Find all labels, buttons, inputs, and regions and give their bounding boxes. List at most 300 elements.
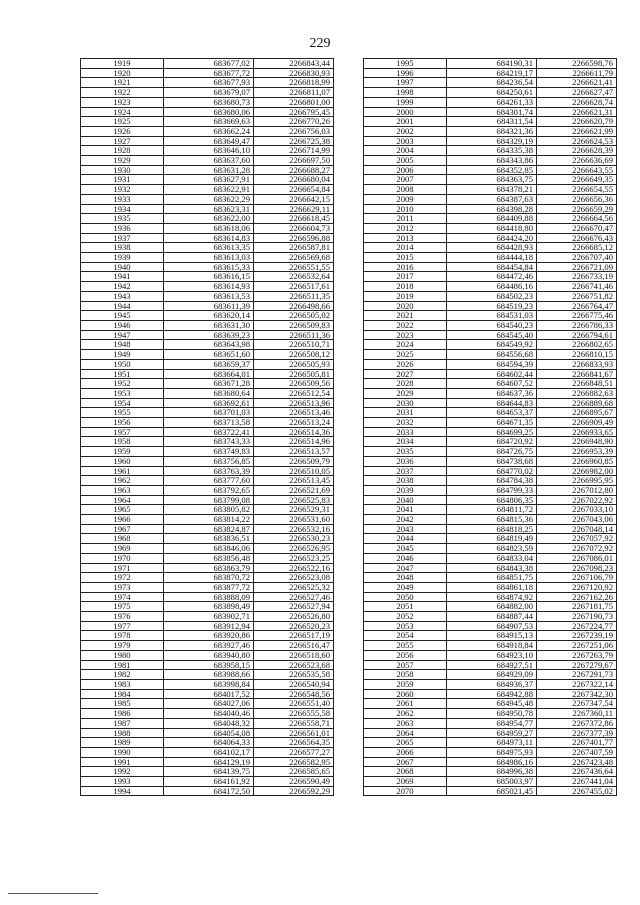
y-coordinate-cell: 2266508,12 <box>254 350 334 360</box>
point-number-cell: 1942 <box>81 282 164 292</box>
table-row <box>364 515 617 525</box>
y-coordinate-cell: 2266628,74 <box>537 97 617 107</box>
y-coordinate-cell: 2266764,47 <box>537 301 617 311</box>
point-number-cell: 2053 <box>364 621 447 631</box>
point-number-cell: 1988 <box>81 728 164 738</box>
y-coordinate-cell: 2267098,23 <box>537 563 617 573</box>
table-row <box>81 194 334 204</box>
point-number-cell: 2023 <box>364 330 447 340</box>
x-coordinate-cell: 683664,01 <box>164 369 254 379</box>
table-row <box>364 747 617 757</box>
table-row <box>81 126 334 136</box>
table-row <box>364 485 617 495</box>
y-coordinate-cell: 2267372,86 <box>537 718 617 728</box>
table-row <box>364 156 617 166</box>
point-number-cell: 1953 <box>81 388 164 398</box>
y-coordinate-cell: 2266525,32 <box>254 582 334 592</box>
point-number-cell: 1956 <box>81 418 164 428</box>
point-number-cell: 2035 <box>364 447 447 457</box>
table-row <box>81 747 334 757</box>
table-row <box>81 330 334 340</box>
table-row <box>81 398 334 408</box>
x-coordinate-cell: 684444,18 <box>447 253 537 263</box>
y-coordinate-cell: 2266618,45 <box>254 214 334 224</box>
y-coordinate-cell: 2266628,39 <box>537 146 617 156</box>
page-number: 229 <box>309 36 331 51</box>
table-row <box>81 641 334 651</box>
table-row <box>364 573 617 583</box>
x-coordinate-cell: 683627,91 <box>164 175 254 185</box>
table-row <box>81 107 334 117</box>
x-coordinate-cell: 684950,78 <box>447 709 537 719</box>
point-number-cell: 2015 <box>364 253 447 263</box>
y-coordinate-cell: 2266577,27 <box>254 747 334 757</box>
y-coordinate-cell: 2266770,26 <box>254 117 334 127</box>
table-row <box>81 466 334 476</box>
table-row <box>81 437 334 447</box>
y-coordinate-cell: 2266551,40 <box>254 699 334 709</box>
point-number-cell: 2040 <box>364 495 447 505</box>
point-number-cell: 2027 <box>364 369 447 379</box>
table-row <box>364 418 617 428</box>
point-number-cell: 2033 <box>364 427 447 437</box>
y-coordinate-cell: 2266527,46 <box>254 592 334 602</box>
y-coordinate-cell: 2267263,79 <box>537 650 617 660</box>
table-row <box>364 563 617 573</box>
y-coordinate-cell: 2266960,85 <box>537 456 617 466</box>
x-coordinate-cell: 684996,38 <box>447 767 537 777</box>
point-number-cell: 2029 <box>364 388 447 398</box>
y-coordinate-cell: 2267239,19 <box>537 631 617 641</box>
y-coordinate-cell: 2266596,88 <box>254 233 334 243</box>
x-coordinate-cell: 684945,48 <box>447 699 537 709</box>
x-coordinate-cell: 683680,73 <box>164 97 254 107</box>
table-row <box>81 320 334 330</box>
y-coordinate-cell: 2266741,46 <box>537 282 617 292</box>
point-number-cell: 2024 <box>364 340 447 350</box>
x-coordinate-cell: 683677,93 <box>164 78 254 88</box>
point-number-cell: 1990 <box>81 747 164 757</box>
y-coordinate-cell: 2266725,38 <box>254 136 334 146</box>
y-coordinate-cell: 2267401,77 <box>537 738 617 748</box>
y-coordinate-cell: 2266590,49 <box>254 777 334 787</box>
point-number-cell: 1971 <box>81 563 164 573</box>
x-coordinate-cell: 684975,93 <box>447 747 537 757</box>
table-row <box>81 709 334 719</box>
x-coordinate-cell: 684363,75 <box>447 175 537 185</box>
y-coordinate-cell: 2266636,69 <box>537 156 617 166</box>
y-coordinate-cell: 2266569,68 <box>254 253 334 263</box>
y-coordinate-cell: 2266670,47 <box>537 223 617 233</box>
table-row <box>364 670 617 680</box>
y-coordinate-cell: 2266624,53 <box>537 136 617 146</box>
x-coordinate-cell: 683824,87 <box>164 524 254 534</box>
x-coordinate-cell: 684738,68 <box>447 456 537 466</box>
point-number-cell: 1969 <box>81 544 164 554</box>
y-coordinate-cell: 2267012,80 <box>537 485 617 495</box>
table-row <box>81 359 334 369</box>
table-row <box>364 738 617 748</box>
point-number-cell: 1984 <box>81 689 164 699</box>
table-row <box>364 165 617 175</box>
y-coordinate-cell: 2266516,47 <box>254 641 334 651</box>
point-number-cell: 2061 <box>364 699 447 709</box>
y-coordinate-cell: 2266548,56 <box>254 689 334 699</box>
y-coordinate-cell: 2266505,02 <box>254 311 334 321</box>
point-number-cell: 2048 <box>364 573 447 583</box>
point-number-cell: 2057 <box>364 660 447 670</box>
x-coordinate-cell: 684519,23 <box>447 301 537 311</box>
point-number-cell: 2017 <box>364 272 447 282</box>
point-number-cell: 1923 <box>81 97 164 107</box>
table-row <box>364 427 617 437</box>
y-coordinate-cell: 2267377,39 <box>537 728 617 738</box>
table-row <box>364 185 617 195</box>
y-coordinate-cell: 2266518,60 <box>254 650 334 660</box>
y-coordinate-cell: 2267441,04 <box>537 777 617 787</box>
point-number-cell: 2049 <box>364 582 447 592</box>
y-coordinate-cell: 2266664,56 <box>537 214 617 224</box>
y-coordinate-cell: 2266802,65 <box>537 340 617 350</box>
x-coordinate-cell: 684923,10 <box>447 650 537 660</box>
table-row <box>364 456 617 466</box>
point-number-cell: 2063 <box>364 718 447 728</box>
x-coordinate-cell: 684549,92 <box>447 340 537 350</box>
x-coordinate-cell: 683846,06 <box>164 544 254 554</box>
table-row <box>364 582 617 592</box>
point-number-cell: 1921 <box>81 78 164 88</box>
y-coordinate-cell: 2267279,67 <box>537 660 617 670</box>
x-coordinate-cell: 683743,33 <box>164 437 254 447</box>
x-coordinate-cell: 683614,83 <box>164 233 254 243</box>
x-coordinate-cell: 684161,92 <box>164 777 254 787</box>
x-coordinate-cell: 684054,08 <box>164 728 254 738</box>
x-coordinate-cell: 684811,72 <box>447 505 537 515</box>
table-row <box>364 136 617 146</box>
y-coordinate-cell: 2266953,39 <box>537 447 617 457</box>
x-coordinate-cell: 684378,21 <box>447 185 537 195</box>
x-coordinate-cell: 684472,46 <box>447 272 537 282</box>
y-coordinate-cell: 2266527,94 <box>254 602 334 612</box>
table-row <box>364 59 617 69</box>
x-coordinate-cell: 683763,39 <box>164 466 254 476</box>
y-coordinate-cell: 2266721,09 <box>537 262 617 272</box>
point-number-cell: 2016 <box>364 262 447 272</box>
y-coordinate-cell: 2266535,58 <box>254 670 334 680</box>
table-row <box>364 466 617 476</box>
point-number-cell: 1948 <box>81 340 164 350</box>
point-number-cell: 2066 <box>364 747 447 757</box>
table-row <box>364 718 617 728</box>
y-coordinate-cell: 2266509,56 <box>254 379 334 389</box>
x-coordinate-cell: 683677,02 <box>164 59 254 69</box>
table-row <box>81 253 334 263</box>
x-coordinate-cell: 684556,68 <box>447 350 537 360</box>
table-row <box>81 223 334 233</box>
table-row <box>81 592 334 602</box>
point-number-cell: 1989 <box>81 738 164 748</box>
x-coordinate-cell: 683713,58 <box>164 418 254 428</box>
point-number-cell: 2068 <box>364 767 447 777</box>
table-row <box>364 437 617 447</box>
x-coordinate-cell: 684040,46 <box>164 709 254 719</box>
point-number-cell: 1974 <box>81 592 164 602</box>
table-row <box>364 602 617 612</box>
x-coordinate-cell: 684352,85 <box>447 165 537 175</box>
x-coordinate-cell: 683958,15 <box>164 660 254 670</box>
table-row <box>81 738 334 748</box>
point-number-cell: 1926 <box>81 126 164 136</box>
table-row <box>81 563 334 573</box>
x-coordinate-cell: 684545,40 <box>447 330 537 340</box>
x-coordinate-cell: 684424,20 <box>447 233 537 243</box>
y-coordinate-cell: 2266627,47 <box>537 88 617 98</box>
x-coordinate-cell: 684784,38 <box>447 476 537 486</box>
y-coordinate-cell: 2266795,45 <box>254 107 334 117</box>
y-coordinate-cell: 2266680,04 <box>254 175 334 185</box>
table-row <box>81 786 334 796</box>
x-coordinate-cell: 683920,86 <box>164 631 254 641</box>
point-number-cell: 2038 <box>364 476 447 486</box>
point-number-cell: 2011 <box>364 214 447 224</box>
x-coordinate-cell: 683756,85 <box>164 456 254 466</box>
point-number-cell: 2037 <box>364 466 447 476</box>
table-row <box>364 534 617 544</box>
point-number-cell: 1928 <box>81 146 164 156</box>
table-row <box>81 233 334 243</box>
y-coordinate-cell: 2266509,83 <box>254 320 334 330</box>
table-row <box>364 107 617 117</box>
table-row <box>81 418 334 428</box>
table-row <box>364 689 617 699</box>
point-number-cell: 2021 <box>364 311 447 321</box>
x-coordinate-cell: 684653,37 <box>447 408 537 418</box>
table-row <box>364 223 617 233</box>
y-coordinate-cell: 2266848,51 <box>537 379 617 389</box>
x-coordinate-cell: 684936,37 <box>447 680 537 690</box>
table-row <box>364 631 617 641</box>
point-number-cell: 2010 <box>364 204 447 214</box>
table-row <box>364 680 617 690</box>
point-number-cell: 1964 <box>81 495 164 505</box>
y-coordinate-cell: 2266511,35 <box>254 291 334 301</box>
table-row <box>81 456 334 466</box>
y-coordinate-cell: 2266582,95 <box>254 757 334 767</box>
x-coordinate-cell: 684335,38 <box>447 146 537 156</box>
point-number-cell: 1972 <box>81 573 164 583</box>
y-coordinate-cell: 2266517,61 <box>254 282 334 292</box>
x-coordinate-cell: 683902,71 <box>164 612 254 622</box>
table-row <box>364 204 617 214</box>
x-coordinate-cell: 684874,92 <box>447 592 537 602</box>
table-row <box>81 97 334 107</box>
x-coordinate-cell: 684959,27 <box>447 728 537 738</box>
point-number-cell: 2001 <box>364 117 447 127</box>
x-coordinate-cell: 684644,83 <box>447 398 537 408</box>
point-number-cell: 1920 <box>81 68 164 78</box>
table-row <box>81 544 334 554</box>
x-coordinate-cell: 684301,74 <box>447 107 537 117</box>
point-number-cell: 1992 <box>81 767 164 777</box>
x-coordinate-cell: 684671,35 <box>447 418 537 428</box>
point-number-cell: 2042 <box>364 515 447 525</box>
point-number-cell: 1981 <box>81 660 164 670</box>
table-row <box>364 777 617 787</box>
y-coordinate-cell: 2266751,82 <box>537 291 617 301</box>
x-coordinate-cell: 683643,98 <box>164 340 254 350</box>
x-coordinate-cell: 683613,53 <box>164 291 254 301</box>
point-number-cell: 2013 <box>364 233 447 243</box>
table-row <box>364 340 617 350</box>
point-number-cell: 2060 <box>364 689 447 699</box>
table-row <box>81 680 334 690</box>
table-row <box>81 311 334 321</box>
y-coordinate-cell: 2266512,54 <box>254 388 334 398</box>
x-coordinate-cell: 683792,65 <box>164 485 254 495</box>
point-number-cell: 1930 <box>81 165 164 175</box>
y-coordinate-cell: 2266895,67 <box>537 408 617 418</box>
point-number-cell: 1986 <box>81 709 164 719</box>
point-number-cell: 1965 <box>81 505 164 515</box>
point-number-cell: 2020 <box>364 301 447 311</box>
point-number-cell: 1944 <box>81 301 164 311</box>
point-number-cell: 1982 <box>81 670 164 680</box>
table-row <box>81 301 334 311</box>
y-coordinate-cell: 2267436,64 <box>537 767 617 777</box>
y-coordinate-cell: 2266532,64 <box>254 272 334 282</box>
table-row <box>81 146 334 156</box>
y-coordinate-cell: 2266995,95 <box>537 476 617 486</box>
table-row <box>364 146 617 156</box>
y-coordinate-cell: 2267291,73 <box>537 670 617 680</box>
table-row <box>81 728 334 738</box>
x-coordinate-cell: 684387,63 <box>447 194 537 204</box>
coordinates-table-right-body <box>364 59 617 796</box>
y-coordinate-cell: 2267043,06 <box>537 515 617 525</box>
x-coordinate-cell: 684815,36 <box>447 515 537 525</box>
table-row <box>81 621 334 631</box>
y-coordinate-cell: 2266643,55 <box>537 165 617 175</box>
point-number-cell: 1925 <box>81 117 164 127</box>
x-coordinate-cell: 683646,10 <box>164 146 254 156</box>
table-row <box>81 243 334 253</box>
point-number-cell: 2005 <box>364 156 447 166</box>
table-row <box>81 272 334 282</box>
y-coordinate-cell: 2266685,12 <box>537 243 617 253</box>
y-coordinate-cell: 2266532,16 <box>254 524 334 534</box>
point-number-cell: 2065 <box>364 738 447 748</box>
y-coordinate-cell: 2266714,99 <box>254 146 334 156</box>
x-coordinate-cell: 684602,44 <box>447 369 537 379</box>
table-row <box>81 534 334 544</box>
x-coordinate-cell: 684954,77 <box>447 718 537 728</box>
table-row <box>81 262 334 272</box>
point-number-cell: 2004 <box>364 146 447 156</box>
point-number-cell: 1979 <box>81 641 164 651</box>
table-row <box>81 485 334 495</box>
x-coordinate-cell: 683836,51 <box>164 534 254 544</box>
y-coordinate-cell: 2267086,01 <box>537 553 617 563</box>
point-number-cell: 1941 <box>81 272 164 282</box>
y-coordinate-cell: 2266592,29 <box>254 786 334 796</box>
point-number-cell: 1963 <box>81 485 164 495</box>
table-row <box>81 78 334 88</box>
table-row <box>364 233 617 243</box>
point-number-cell: 1929 <box>81 156 164 166</box>
x-coordinate-cell: 685021,45 <box>447 786 537 796</box>
point-number-cell: 1997 <box>364 78 447 88</box>
x-coordinate-cell: 683662,24 <box>164 126 254 136</box>
point-number-cell: 1957 <box>81 427 164 437</box>
y-coordinate-cell: 2266561,01 <box>254 728 334 738</box>
point-number-cell: 2007 <box>364 175 447 185</box>
x-coordinate-cell: 683637,60 <box>164 156 254 166</box>
x-coordinate-cell: 684861,18 <box>447 582 537 592</box>
point-number-cell: 1966 <box>81 515 164 525</box>
table-row <box>364 612 617 622</box>
x-coordinate-cell: 684915,13 <box>447 631 537 641</box>
x-coordinate-cell: 683649,47 <box>164 136 254 146</box>
point-number-cell: 1993 <box>81 777 164 787</box>
point-number-cell: 2050 <box>364 592 447 602</box>
y-coordinate-cell: 2266598,76 <box>537 59 617 69</box>
y-coordinate-cell: 2266523,25 <box>254 553 334 563</box>
point-number-cell: 1968 <box>81 534 164 544</box>
point-number-cell: 1924 <box>81 107 164 117</box>
point-number-cell: 1987 <box>81 718 164 728</box>
point-number-cell: 1977 <box>81 621 164 631</box>
x-coordinate-cell: 683622,91 <box>164 185 254 195</box>
x-coordinate-cell: 683912,94 <box>164 621 254 631</box>
x-coordinate-cell: 684190,31 <box>447 59 537 69</box>
table-row <box>364 175 617 185</box>
x-coordinate-cell: 684607,52 <box>447 379 537 389</box>
point-number-cell: 1967 <box>81 524 164 534</box>
y-coordinate-cell: 2266558,71 <box>254 718 334 728</box>
point-number-cell: 1975 <box>81 602 164 612</box>
table-row <box>364 398 617 408</box>
point-number-cell: 2047 <box>364 563 447 573</box>
x-coordinate-cell: 684818,25 <box>447 524 537 534</box>
x-coordinate-cell: 683988,66 <box>164 670 254 680</box>
table-row <box>81 631 334 641</box>
point-number-cell: 2064 <box>364 728 447 738</box>
x-coordinate-cell: 684172,50 <box>164 786 254 796</box>
point-number-cell: 1970 <box>81 553 164 563</box>
point-number-cell: 1996 <box>364 68 447 78</box>
x-coordinate-cell: 684887,44 <box>447 612 537 622</box>
x-coordinate-cell: 683622,00 <box>164 214 254 224</box>
point-number-cell: 2046 <box>364 553 447 563</box>
x-coordinate-cell: 683805,82 <box>164 505 254 515</box>
x-coordinate-cell: 683998,84 <box>164 680 254 690</box>
table-row <box>81 214 334 224</box>
y-coordinate-cell: 2267022,92 <box>537 495 617 505</box>
x-coordinate-cell: 683631,28 <box>164 165 254 175</box>
table-row <box>81 68 334 78</box>
table-row <box>81 156 334 166</box>
y-coordinate-cell: 2266659,29 <box>537 204 617 214</box>
point-number-cell: 2034 <box>364 437 447 447</box>
table-row <box>81 602 334 612</box>
table-row <box>364 621 617 631</box>
y-coordinate-cell: 2266523,08 <box>254 573 334 583</box>
y-coordinate-cell: 2267120,92 <box>537 582 617 592</box>
x-coordinate-cell: 683615,33 <box>164 262 254 272</box>
x-coordinate-cell: 683679,07 <box>164 88 254 98</box>
point-number-cell: 2044 <box>364 534 447 544</box>
x-coordinate-cell: 684064,33 <box>164 738 254 748</box>
